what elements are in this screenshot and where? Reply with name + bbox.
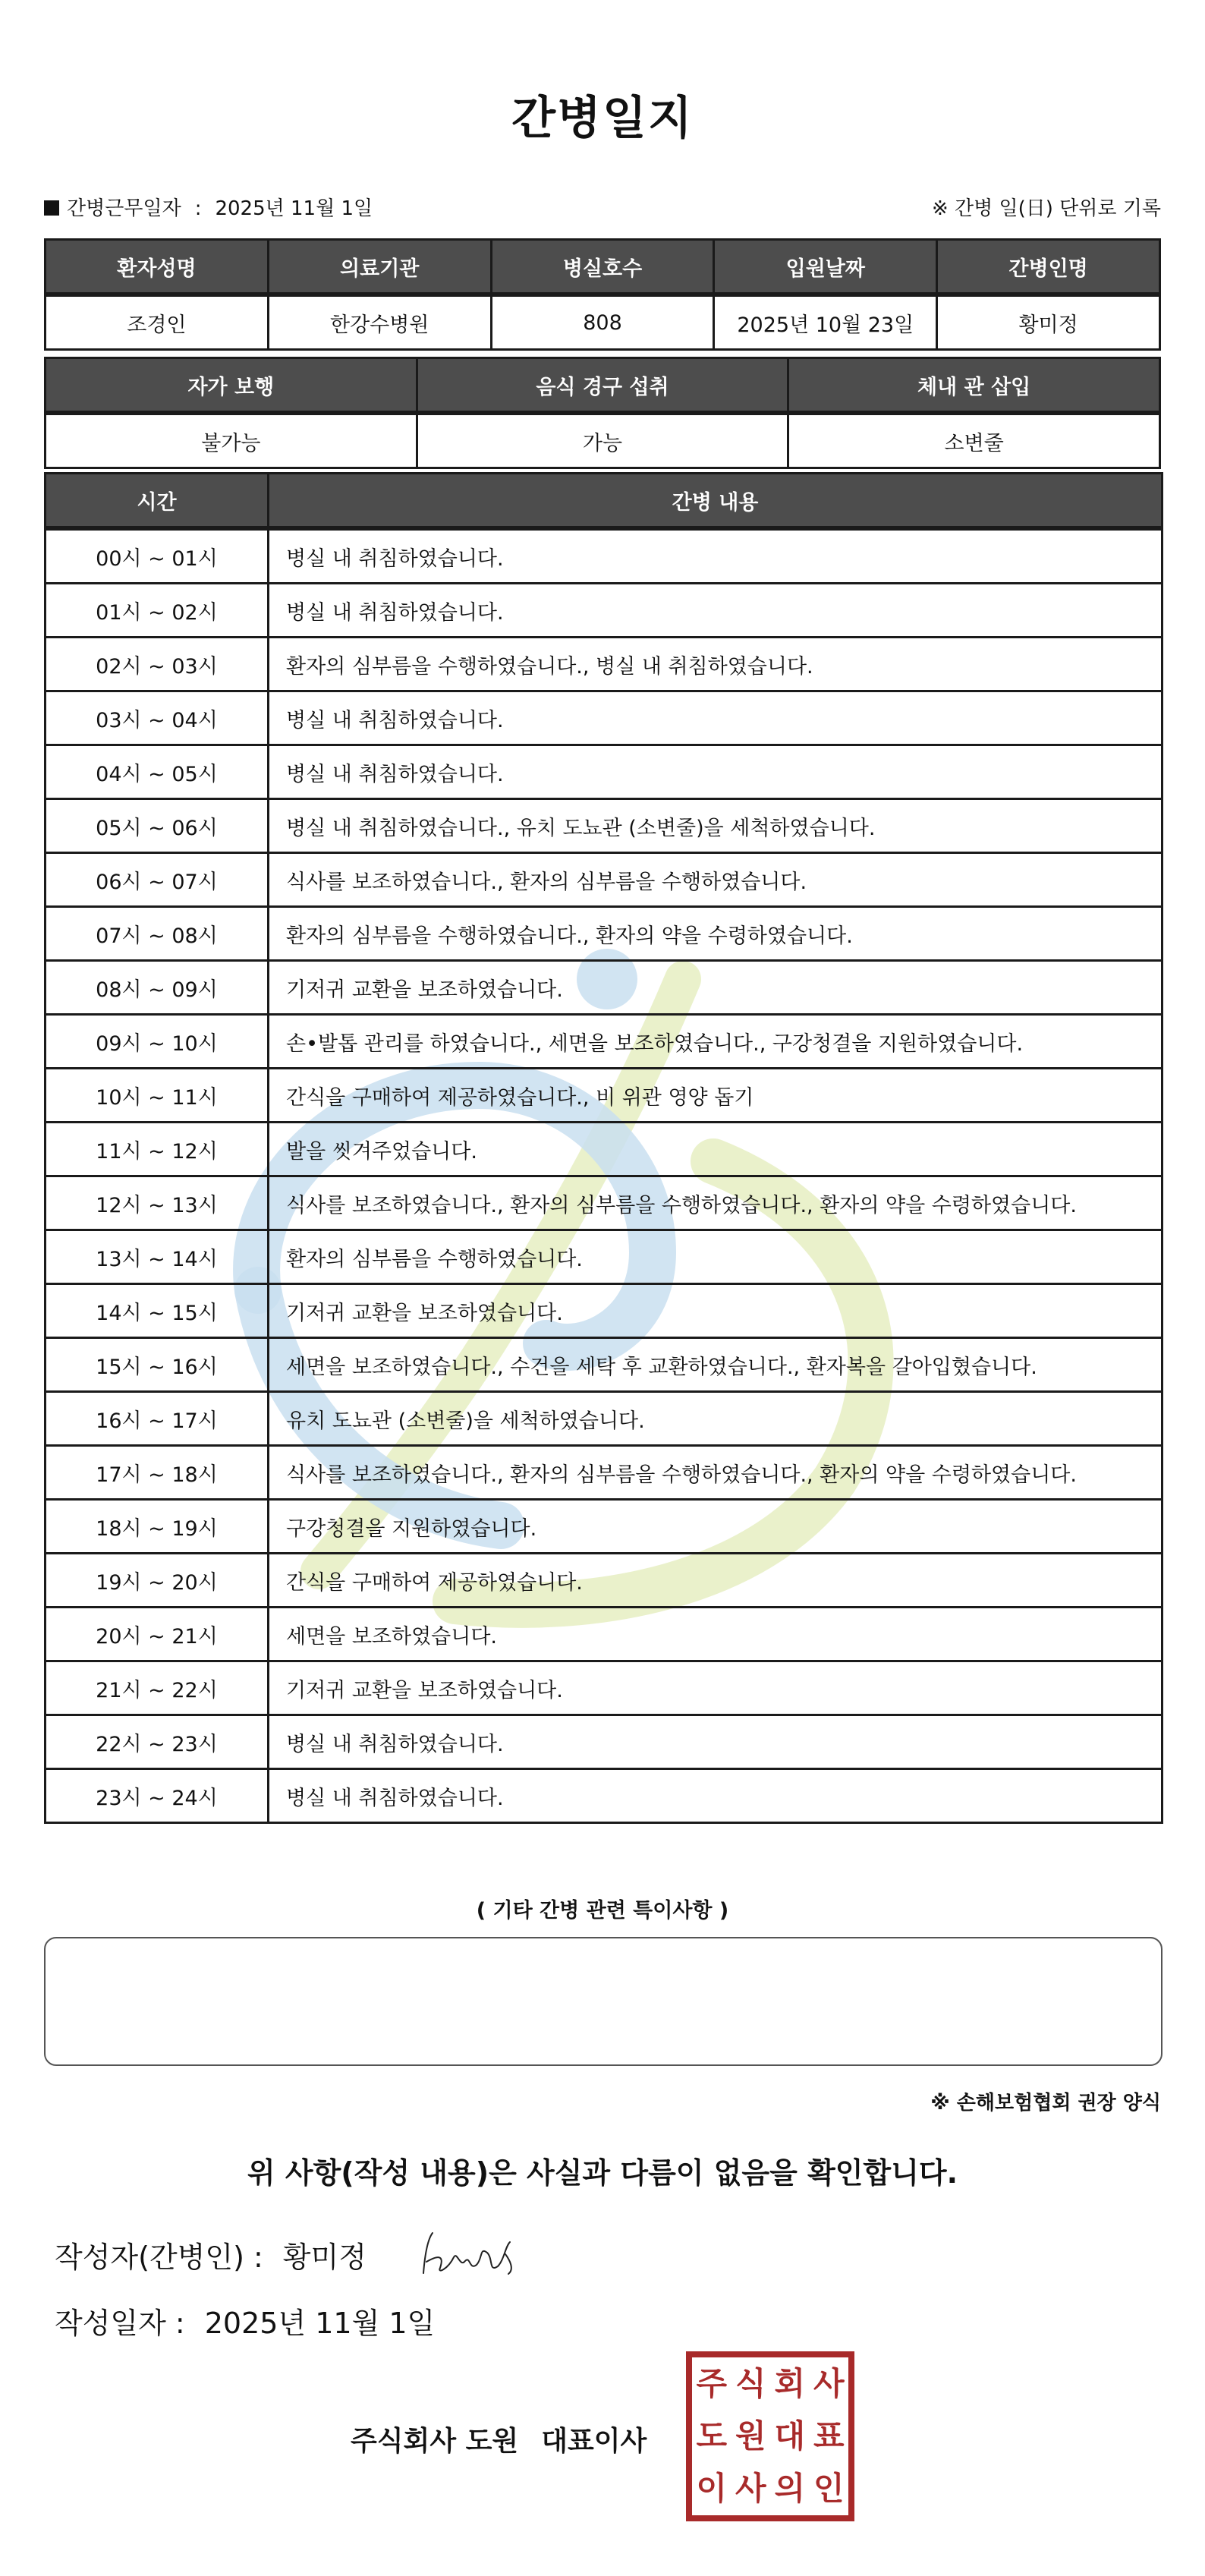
patient-name: 조경인 (46, 294, 269, 350)
header-caregiver-name: 간병인명 (937, 240, 1160, 295)
table-row (46, 1500, 1163, 1554)
tube-insertion-value: 소변줄 (788, 413, 1160, 468)
time-cell: 12시 ~ 13시 (46, 1176, 269, 1230)
content-cell: 구강청결을 지원하였습니다. (269, 1500, 1163, 1554)
time-cell: 00시 ~ 01시 (46, 528, 269, 584)
header-time: 시간 (46, 474, 269, 529)
table-row (46, 745, 1163, 799)
header-tube-insertion: 체내 관 삽입 (788, 358, 1160, 414)
content-cell: 병실 내 취침하였습니다. (269, 528, 1163, 584)
time-cell: 09시 ~ 10시 (46, 1015, 269, 1069)
content-cell: 식사를 보조하였습니다., 환자의 심부름을 수행하였습니다. (269, 853, 1163, 907)
content-cell: 병실 내 취침하였습니다. (269, 691, 1163, 745)
caregiver-name: 황미정 (937, 294, 1160, 350)
table-row (46, 1230, 1163, 1284)
table-row (46, 1554, 1163, 1608)
seal-char: 인 (813, 2470, 845, 2508)
time-cell: 11시 ~ 12시 (46, 1123, 269, 1176)
table-row (46, 961, 1163, 1015)
header-care-content: 간병 내용 (269, 474, 1163, 529)
confirmation-statement: 위 사항(작성 내용)은 사실과 다름이 없음을 확인합니다. (247, 2156, 958, 2190)
table-row (46, 853, 1163, 907)
time-cell: 19시 ~ 20시 (46, 1554, 269, 1608)
seal-char: 이 (696, 2470, 728, 2508)
care-log-table (44, 472, 1163, 1824)
table-row (46, 691, 1163, 745)
content-cell: 간식을 구매하여 제공하였습니다., 비 위관 영양 돕기 (269, 1069, 1163, 1123)
room-number: 808 (491, 294, 714, 350)
content-cell: 기저귀 교환을 보조하였습니다. (269, 1284, 1163, 1338)
time-cell: 22시 ~ 23시 (46, 1715, 269, 1769)
self-walking-value: 불가능 (46, 413, 417, 468)
table-row (46, 1338, 1163, 1392)
content-cell: 세면을 보조하였습니다. (269, 1608, 1163, 1661)
work-date-info (44, 193, 373, 221)
seal-char: 의 (774, 2470, 806, 2508)
header-room-number: 병실호수 (491, 240, 714, 295)
content-cell: 환자의 심부름을 수행하였습니다., 환자의 약을 수령하였습니다. (269, 907, 1163, 961)
content-cell: 병실 내 취침하였습니다. (269, 584, 1163, 638)
writer-label: 작성자(간병인) : (55, 2241, 263, 2274)
seal-char: 식 (735, 2364, 766, 2402)
page-title: 간병일지 (511, 92, 694, 145)
table-row (46, 1715, 1163, 1769)
seal-char: 주 (696, 2364, 728, 2402)
table-row (46, 907, 1163, 961)
content-cell: 병실 내 취침하였습니다. (269, 1769, 1163, 1823)
header-self-walking: 자가 보행 (46, 358, 417, 414)
notes-box (44, 1937, 1163, 2066)
table-row (46, 1123, 1163, 1176)
table-row (46, 799, 1163, 853)
time-cell: 03시 ~ 04시 (46, 691, 269, 745)
admission-date: 2025년 10월 23일 (714, 294, 937, 350)
write-date-value: 2025년 11월 1일 (204, 2307, 436, 2340)
header-oral-intake: 음식 경구 섭취 (417, 358, 788, 414)
time-cell: 23시 ~ 24시 (46, 1769, 269, 1823)
time-cell: 06시 ~ 07시 (46, 853, 269, 907)
table-row (46, 1446, 1163, 1500)
content-cell: 기저귀 교환을 보조하였습니다. (269, 961, 1163, 1015)
company-name: 주식회사 도원 (351, 2426, 519, 2457)
seal-char: 원 (735, 2417, 766, 2455)
seal-char: 도 (696, 2417, 728, 2455)
hospital-name: 한강수병원 (268, 294, 491, 350)
work-date-label: 간병근무일자 (67, 197, 181, 220)
work-date-separator: : (194, 197, 202, 220)
content-cell: 병실 내 취침하였습니다. (269, 1715, 1163, 1769)
time-cell: 16시 ~ 17시 (46, 1392, 269, 1446)
table-row (46, 1608, 1163, 1661)
write-date-label: 작성일자 : (55, 2307, 185, 2340)
content-cell: 병실 내 취침하였습니다. (269, 745, 1163, 799)
content-cell: 유치 도뇨관 (소변줄)을 세척하였습니다. (269, 1392, 1163, 1446)
content-cell: 손•발톱 관리를 하였습니다., 세면을 보조하였습니다., 구강청결을 지원하였습니다. (269, 1015, 1163, 1069)
company-seal-stamp (686, 2351, 854, 2521)
content-cell: 병실 내 취침하였습니다., 유치 도뇨관 (소변줄)을 세척하였습니다. (269, 799, 1163, 853)
time-cell: 15시 ~ 16시 (46, 1338, 269, 1392)
time-cell: 20시 ~ 21시 (46, 1608, 269, 1661)
time-cell: 02시 ~ 03시 (46, 638, 269, 691)
table-row (46, 1661, 1163, 1715)
content-cell: 환자의 심부름을 수행하였습니다., 병실 내 취침하였습니다. (269, 638, 1163, 691)
writer-line (55, 2234, 367, 2275)
content-cell: 간식을 구매하여 제공하였습니다. (269, 1554, 1163, 1608)
signature-image (416, 2224, 530, 2285)
time-cell: 10시 ~ 11시 (46, 1069, 269, 1123)
square-bullet-icon (44, 200, 59, 216)
meta-row (44, 193, 1161, 226)
time-cell: 17시 ~ 18시 (46, 1446, 269, 1500)
seal-char: 대 (774, 2417, 806, 2455)
write-date-line (55, 2300, 435, 2341)
time-cell: 08시 ~ 09시 (46, 961, 269, 1015)
table-row (46, 638, 1163, 691)
seal-char: 표 (813, 2417, 845, 2455)
time-cell: 07시 ~ 08시 (46, 907, 269, 961)
patient-info-table (44, 238, 1161, 351)
writer-name: 황미정 (282, 2241, 367, 2274)
table-row (46, 1069, 1163, 1123)
time-cell: 21시 ~ 22시 (46, 1661, 269, 1715)
content-cell: 기저귀 교환을 보조하였습니다. (269, 1661, 1163, 1715)
header-hospital: 의료기관 (268, 240, 491, 295)
seal-char: 사 (735, 2470, 766, 2508)
content-cell: 식사를 보조하였습니다., 환자의 심부름을 수행하였습니다., 환자의 약을 수령하였습니다. (269, 1176, 1163, 1230)
content-cell: 세면을 보조하였습니다., 수건을 세탁 후 교환하였습니다., 환자복을 갈아입혔습니다. (269, 1338, 1163, 1392)
work-date-value: 2025년 11월 1일 (215, 197, 373, 220)
content-cell: 발을 씻겨주었습니다. (269, 1123, 1163, 1176)
content-cell: 환자의 심부름을 수행하였습니다. (269, 1230, 1163, 1284)
time-cell: 14시 ~ 15시 (46, 1284, 269, 1338)
time-cell: 18시 ~ 19시 (46, 1500, 269, 1554)
notes-title: ( 기타 간병 관련 특이사항 ) (476, 1899, 729, 1923)
time-cell: 05시 ~ 06시 (46, 799, 269, 853)
table-row (46, 1769, 1163, 1823)
content-cell: 식사를 보조하였습니다., 환자의 심부름을 수행하였습니다., 환자의 약을 수령하였습니다. (269, 1446, 1163, 1500)
time-cell: 01시 ~ 02시 (46, 584, 269, 638)
care-status-table (44, 357, 1161, 469)
seal-char: 사 (813, 2364, 845, 2402)
record-note: ※ 간병 일(日) 단위로 기록 (931, 197, 1161, 220)
table-row (46, 528, 1163, 584)
oral-intake-value: 가능 (417, 413, 788, 468)
company-line (351, 2420, 647, 2458)
table-row (46, 1392, 1163, 1446)
table-row (46, 1176, 1163, 1230)
time-cell: 13시 ~ 14시 (46, 1230, 269, 1284)
table-row (46, 1284, 1163, 1338)
table-row (46, 584, 1163, 638)
table-row (46, 1015, 1163, 1069)
header-patient-name: 환자성명 (46, 240, 269, 295)
time-cell: 04시 ~ 05시 (46, 745, 269, 799)
header-admission-date: 입원날짜 (714, 240, 937, 295)
representative-title: 대표이사 (541, 2426, 647, 2457)
recommend-note: ※ 손해보험협회 권장 양식 (930, 2092, 1161, 2115)
seal-char: 회 (774, 2364, 806, 2402)
